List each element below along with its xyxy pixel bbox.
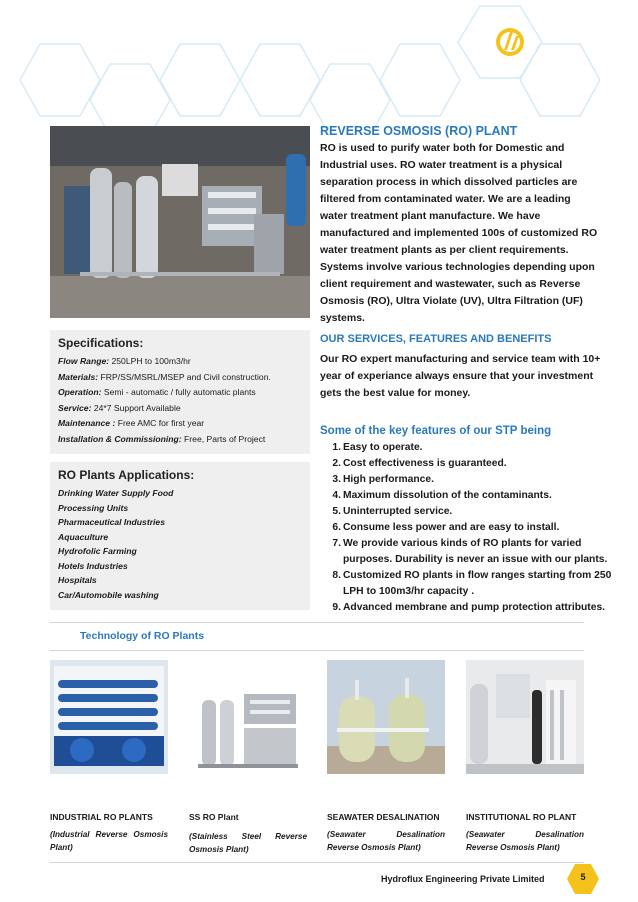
intro-line: Industrial uses. RO water treatment is a physical (320, 159, 563, 171)
tile-title: SEAWATER DESALINATION (327, 812, 440, 822)
feature-item: 2. Cost effectiveness is guaranteed. (332, 458, 507, 469)
application-item: Drinking Water Supply Food (58, 488, 174, 498)
services-line: gets the best value for money. (320, 387, 471, 399)
intro-line: filtered from contaminated water. We are a leading (320, 193, 571, 205)
spec-row: Maintenance : Free AMC for first year (58, 418, 205, 428)
page-number: 5 (580, 872, 586, 882)
spec-row: Installation & Commissioning: Free, Parts of Project (58, 433, 266, 444)
tile-subtitle: (Stainless Steel Reverse Osmosis Plant) (189, 832, 307, 854)
application-item: Pharmaceutical Industries (58, 517, 165, 527)
application-item: Processing Units (58, 502, 129, 513)
feature-item: 3. High performance. (332, 474, 434, 485)
specifications-title: Specifications: (58, 336, 144, 350)
tile-subtitle: (Seawater Desalination Reverse Osmosis Plant) (327, 830, 445, 852)
intro-line: water treatment plants as per client requirements. (320, 244, 569, 256)
spec-row: Materials: FRP/SS/MSRL/MSEP and Civil construction. (58, 371, 271, 382)
company-name: Hydroflux Engineering Private Limited (381, 874, 545, 884)
spec-row: Operation: Semi - automatic / fully automatic plants (58, 387, 256, 397)
intro-line: manufactured and implemented 100s of customized RO (320, 227, 598, 239)
tile-subtitle: (Seawater Desalination Reverse Osmosis Plant) (466, 830, 584, 852)
institutional-ro-plant-image (466, 660, 584, 774)
feature-item: 1. Easy to operate. (332, 442, 423, 453)
hydroflux-logo (490, 22, 530, 62)
feature-item: 9. Advanced membrane and pump protection attributes. (332, 602, 606, 613)
application-item: Hotels Industries (58, 560, 128, 571)
tile-title: SS RO Plant (189, 812, 239, 822)
feature-item: 6. Consume less power and are easy to install. (332, 522, 560, 533)
technology-heading: Technology of RO Plants (80, 630, 205, 642)
applications-panel (50, 462, 310, 610)
spec-row: Service: 24*7 Support Available (58, 402, 181, 413)
industrial-ro-plant-image (50, 660, 168, 774)
tile-subtitle: (Industrial Reverse Osmosis Plant) (50, 830, 168, 852)
intro-line: RO is used to purify water both for Domestic and (320, 142, 565, 154)
section-title: REVERSE OSMOSIS (RO) PLANT (320, 124, 518, 138)
intro-line: water treatment plant manufacture. We have (320, 210, 541, 222)
application-item: Car/Automobile washing (58, 589, 159, 600)
feature-item: 7. We provide various kinds of RO plants for varied purposes. Durability is never an issue with our plants. (332, 538, 608, 565)
intro-line: client requirement and wastewater, such as Reverse (320, 278, 581, 290)
applications-title: RO Plants Applications: (58, 468, 195, 482)
application-item: Aquaculture (58, 531, 109, 542)
intro-line: systems. (320, 312, 365, 324)
services-heading: OUR SERVICES, FEATURES AND BENEFITS (320, 333, 552, 345)
services-line: Our RO expert manufacturing and service team with 10+ (320, 353, 601, 365)
footer-divider (50, 862, 584, 863)
features-list (326, 440, 616, 616)
tile-title: INDUSTRIAL RO PLANTS (50, 812, 153, 822)
divider (50, 650, 584, 651)
divider (50, 622, 584, 623)
intro-line: Osmosis (RO), Ultra Violate (UV), Ultra Filtration (UF) (320, 295, 583, 307)
hexagon-pattern (0, 0, 638, 130)
application-item: Hospitals (58, 575, 97, 585)
application-item: Hydrofolic Farming (58, 546, 137, 556)
feature-item: 4. Maximum dissolution of the contaminants. (332, 490, 552, 501)
spec-row: Flow Range: 250LPH to 100m3/hr (58, 356, 191, 366)
intro-line: separation process in which dissolved particles are (320, 176, 578, 188)
ss-ro-plant-image (188, 660, 306, 774)
intro-paragraph (320, 140, 610, 327)
seawater-desalination-image (327, 660, 445, 774)
ro-plant-photo (50, 126, 310, 318)
feature-item: 8. Customized RO plants in flow ranges starting from 250 LPH to 100m3/hr capacity . (332, 570, 612, 597)
intro-line: Systems involve various technologies depending upon (320, 261, 595, 273)
services-line: year of experiance always ensure that your investment (320, 370, 594, 382)
services-paragraph (320, 351, 610, 402)
feature-item: 5. Uninterrupted service. (332, 506, 453, 517)
specifications-panel (50, 330, 310, 454)
tile-title: INSTITUTIONAL RO PLANT (466, 812, 577, 822)
features-heading: Some of the key features of our STP being (320, 425, 552, 437)
